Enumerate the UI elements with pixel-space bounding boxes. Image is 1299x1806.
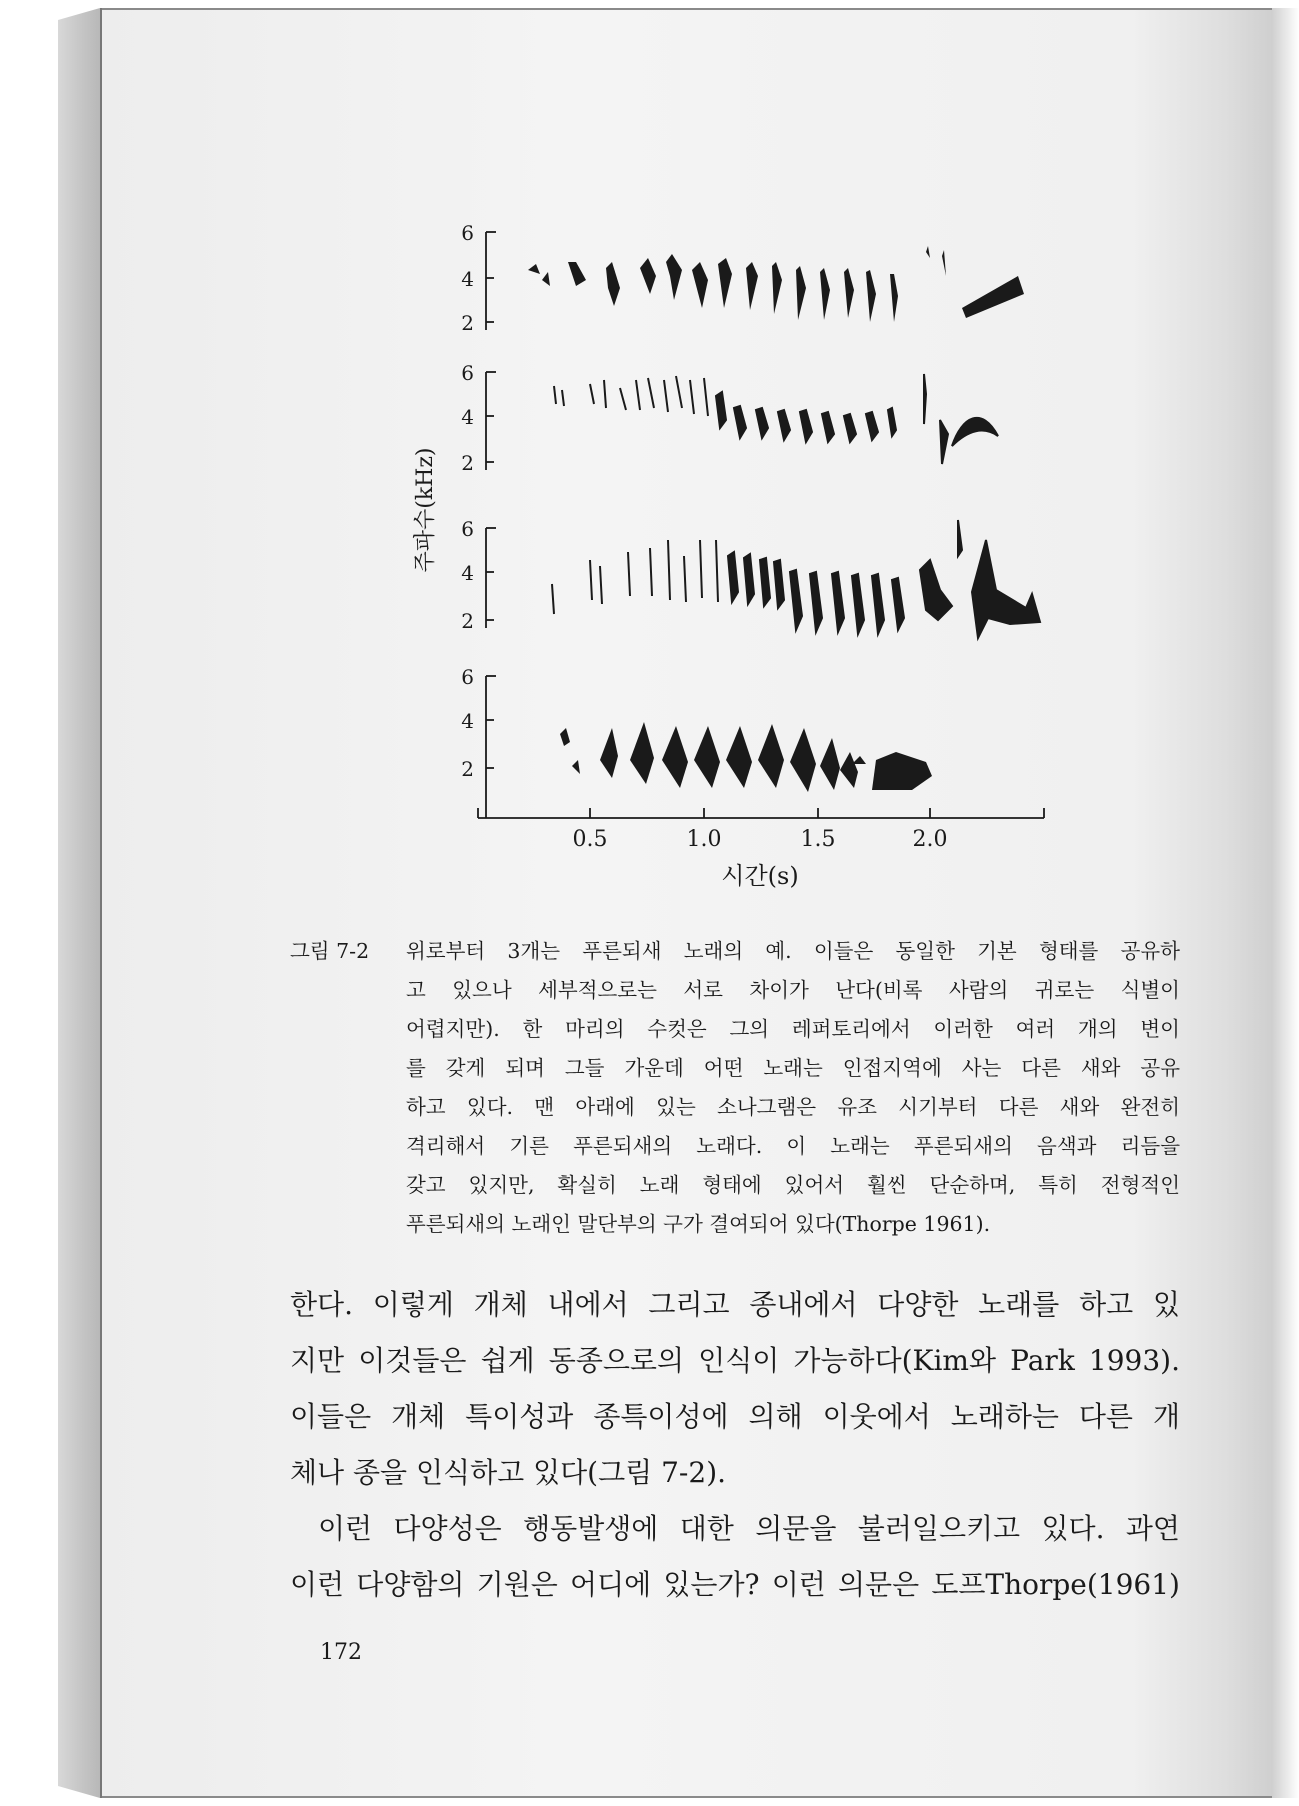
- p1-tick-2: 2: [461, 311, 474, 335]
- p4-tick-6: 6: [461, 665, 474, 689]
- p2-tick-4: 4: [461, 405, 474, 429]
- x-tick-0-5: 0.5: [572, 827, 608, 852]
- p1-tick-4: 4: [461, 267, 474, 291]
- panel-4-axis: [478, 676, 1044, 818]
- x-tick-1-5: 1.5: [800, 827, 836, 852]
- p3-tick-6: 6: [461, 517, 474, 541]
- x-tick-1-0: 1.0: [686, 827, 722, 852]
- panel-1-axis: [486, 232, 496, 330]
- sonogram-4: [560, 722, 932, 792]
- p2-tick-2: 2: [461, 451, 474, 475]
- caption-line: 어렵지만). 한 마리의 수컷은 그의 레퍼토리에서 이러한 여러 개의 변이: [406, 1017, 1180, 1041]
- caption-line: 푸른되새의 노래인 말단부의 구가 결여되어 있다(Thorpe 1961).: [406, 1212, 991, 1236]
- p1-tick-6: 6: [461, 221, 474, 245]
- body-line-indented: 이런 다양성은 행동발생에 대한 의문을 불러일으키고 있다. 과연: [318, 1512, 1180, 1545]
- caption-label: 그림 7-2: [290, 939, 370, 963]
- sonogram-figure: [0, 0, 1299, 900]
- body-line: 한다. 이렇게 개체 내에서 그리고 종내에서 다양한 노래를 하고 있: [290, 1288, 1180, 1321]
- panel-2-axis: [486, 372, 496, 470]
- p3-tick-2: 2: [461, 609, 474, 633]
- caption-line: 고 있으나 세부적으로는 서로 차이가 난다(비록 사람의 귀로는 식별이: [406, 978, 1180, 1002]
- p3-tick-4: 4: [461, 561, 474, 585]
- caption-body: [406, 932, 1180, 1244]
- body-line: 이런 다양함의 기원은 어디에 있는가? 이런 의문은 도프Thorpe(1961): [290, 1568, 1180, 1601]
- page-number: 172: [320, 1640, 362, 1665]
- caption-line: 갖고 있지만, 확실히 노래 형태에 있어서 훨씬 단순하며, 특히 전형적인: [406, 1173, 1180, 1197]
- p4-tick-4: 4: [461, 709, 474, 733]
- caption-line: 를 갖게 되며 그들 가운데 어떤 노래는 인접지역에 사는 다른 새와 공유: [406, 1056, 1180, 1080]
- p2-tick-6: 6: [461, 361, 474, 385]
- sonogram-3: [552, 520, 1040, 638]
- x-tick-2-0: 2.0: [912, 827, 948, 852]
- sonogram-2: [554, 374, 998, 464]
- body-line: 이들은 개체 특이성과 종특이성에 의해 이웃에서 노래하는 다른 개: [290, 1400, 1180, 1433]
- caption-line: 하고 있다. 맨 아래에 있는 소나그램은 유조 시기부터 다른 새와 완전히: [406, 1095, 1180, 1119]
- y-axis-label: 주파수(kHz): [413, 447, 438, 573]
- panel-3-axis: [486, 528, 496, 628]
- body-line: 체나 종을 인식하고 있다(그림 7-2).: [290, 1456, 727, 1489]
- p4-tick-2: 2: [461, 757, 474, 781]
- sonogram-1: [528, 246, 1024, 322]
- caption-line: 격리해서 기른 푸른되새의 노래다. 이 노래는 푸른되새의 음색과 리듬을: [406, 1134, 1180, 1158]
- x-axis-label: 시간(s): [721, 862, 799, 890]
- caption-line: 위로부터 3개는 푸른되새 노래의 예. 이들은 동일한 기본 형태를 공유하: [406, 939, 1180, 963]
- body-line: 지만 이것들은 쉽게 동종으로의 인식이 가능하다(Kim와 Park 1993).: [290, 1344, 1180, 1377]
- body-paragraphs: [290, 1277, 1180, 1613]
